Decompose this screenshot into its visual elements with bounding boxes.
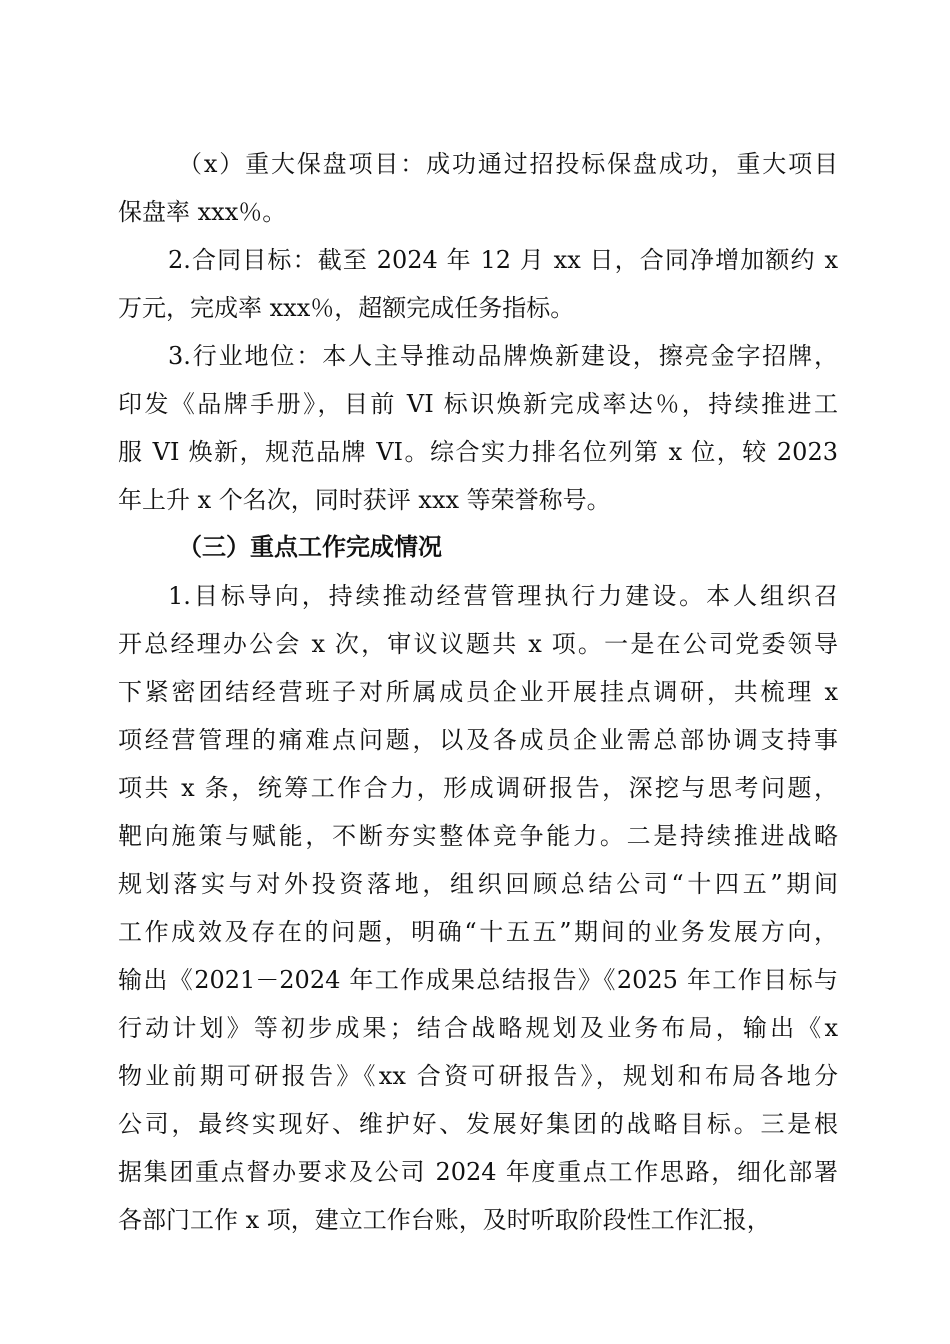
paragraph-line: 据集团重点督办要求及公司 2024 年度重点工作思路，细化部署 xyxy=(118,1158,838,1186)
paragraph-line: 万元，完成率 xxx％，超额完成任务指标。 xyxy=(118,294,575,322)
paragraph-line: 下紧密团结经营班子对所属成员企业开展挂点调研，共梳理 x xyxy=(118,678,838,706)
paragraph-line: 物业前期可研报告》《xx 合资可研报告》，规划和布局各地分 xyxy=(118,1062,838,1090)
paragraph-line: 保盘率 xxx％。 xyxy=(118,198,287,226)
paragraph-line: 项共 x 条，统筹工作合力，形成调研报告，深挖与思考问题， xyxy=(118,774,838,802)
paragraph-line: 输出《2021－2024 年工作成果总结报告》《2025 年工作目标与 xyxy=(118,966,838,994)
paragraph-line: 规划落实与对外投资落地，组织回顾总结公司“十四五”期间 xyxy=(118,870,838,898)
paragraph-line: 各部门工作 x 项，建立工作台账，及时听取阶段性工作汇报， xyxy=(118,1206,771,1234)
paragraph-line: 行动计划》等初步成果；结合战略规划及业务布局，输出《x xyxy=(118,1014,838,1042)
paragraph-line: 服 VI 焕新，规范品牌 VI。综合实力排名位列第 x 位，较 2023 xyxy=(118,438,838,466)
paragraph-line: 工作成效及存在的问题，明确“十五五”期间的业务发展方向， xyxy=(118,918,838,946)
paragraph-line: 1.目标导向，持续推动经营管理执行力建设。本人组织召 xyxy=(168,582,838,610)
paragraph-line: （x）重大保盘项目：成功通过招投标保盘成功，重大项目 xyxy=(178,150,838,178)
section-heading: （三）重点工作完成情况 xyxy=(178,533,442,561)
paragraph-line: 公司，最终实现好、维护好、发展好集团的战略目标。三是根 xyxy=(118,1110,838,1138)
paragraph-line: 3.行业地位：本人主导推动品牌焕新建设，擦亮金字招牌， xyxy=(168,342,838,370)
paragraph-line: 印发《品牌手册》，目前 VI 标识焕新完成率达％，持续推进工 xyxy=(118,390,838,418)
paragraph-line: 靶向施策与赋能，不断夯实整体竞争能力。二是持续推进战略 xyxy=(118,822,838,850)
paragraph-line: 2.合同目标：截至 2024 年 12 月 xx 日，合同净增加额约 x xyxy=(168,246,838,274)
paragraph-line: 项经营管理的痛难点问题，以及各成员企业需总部协调支持事 xyxy=(118,726,838,754)
paragraph-line: 年上升 x 个名次，同时获评 xxx 等荣誉称号。 xyxy=(118,486,611,514)
paragraph-line: 开总经理办公会 x 次，审议议题共 x 项。一是在公司党委领导 xyxy=(118,630,838,658)
